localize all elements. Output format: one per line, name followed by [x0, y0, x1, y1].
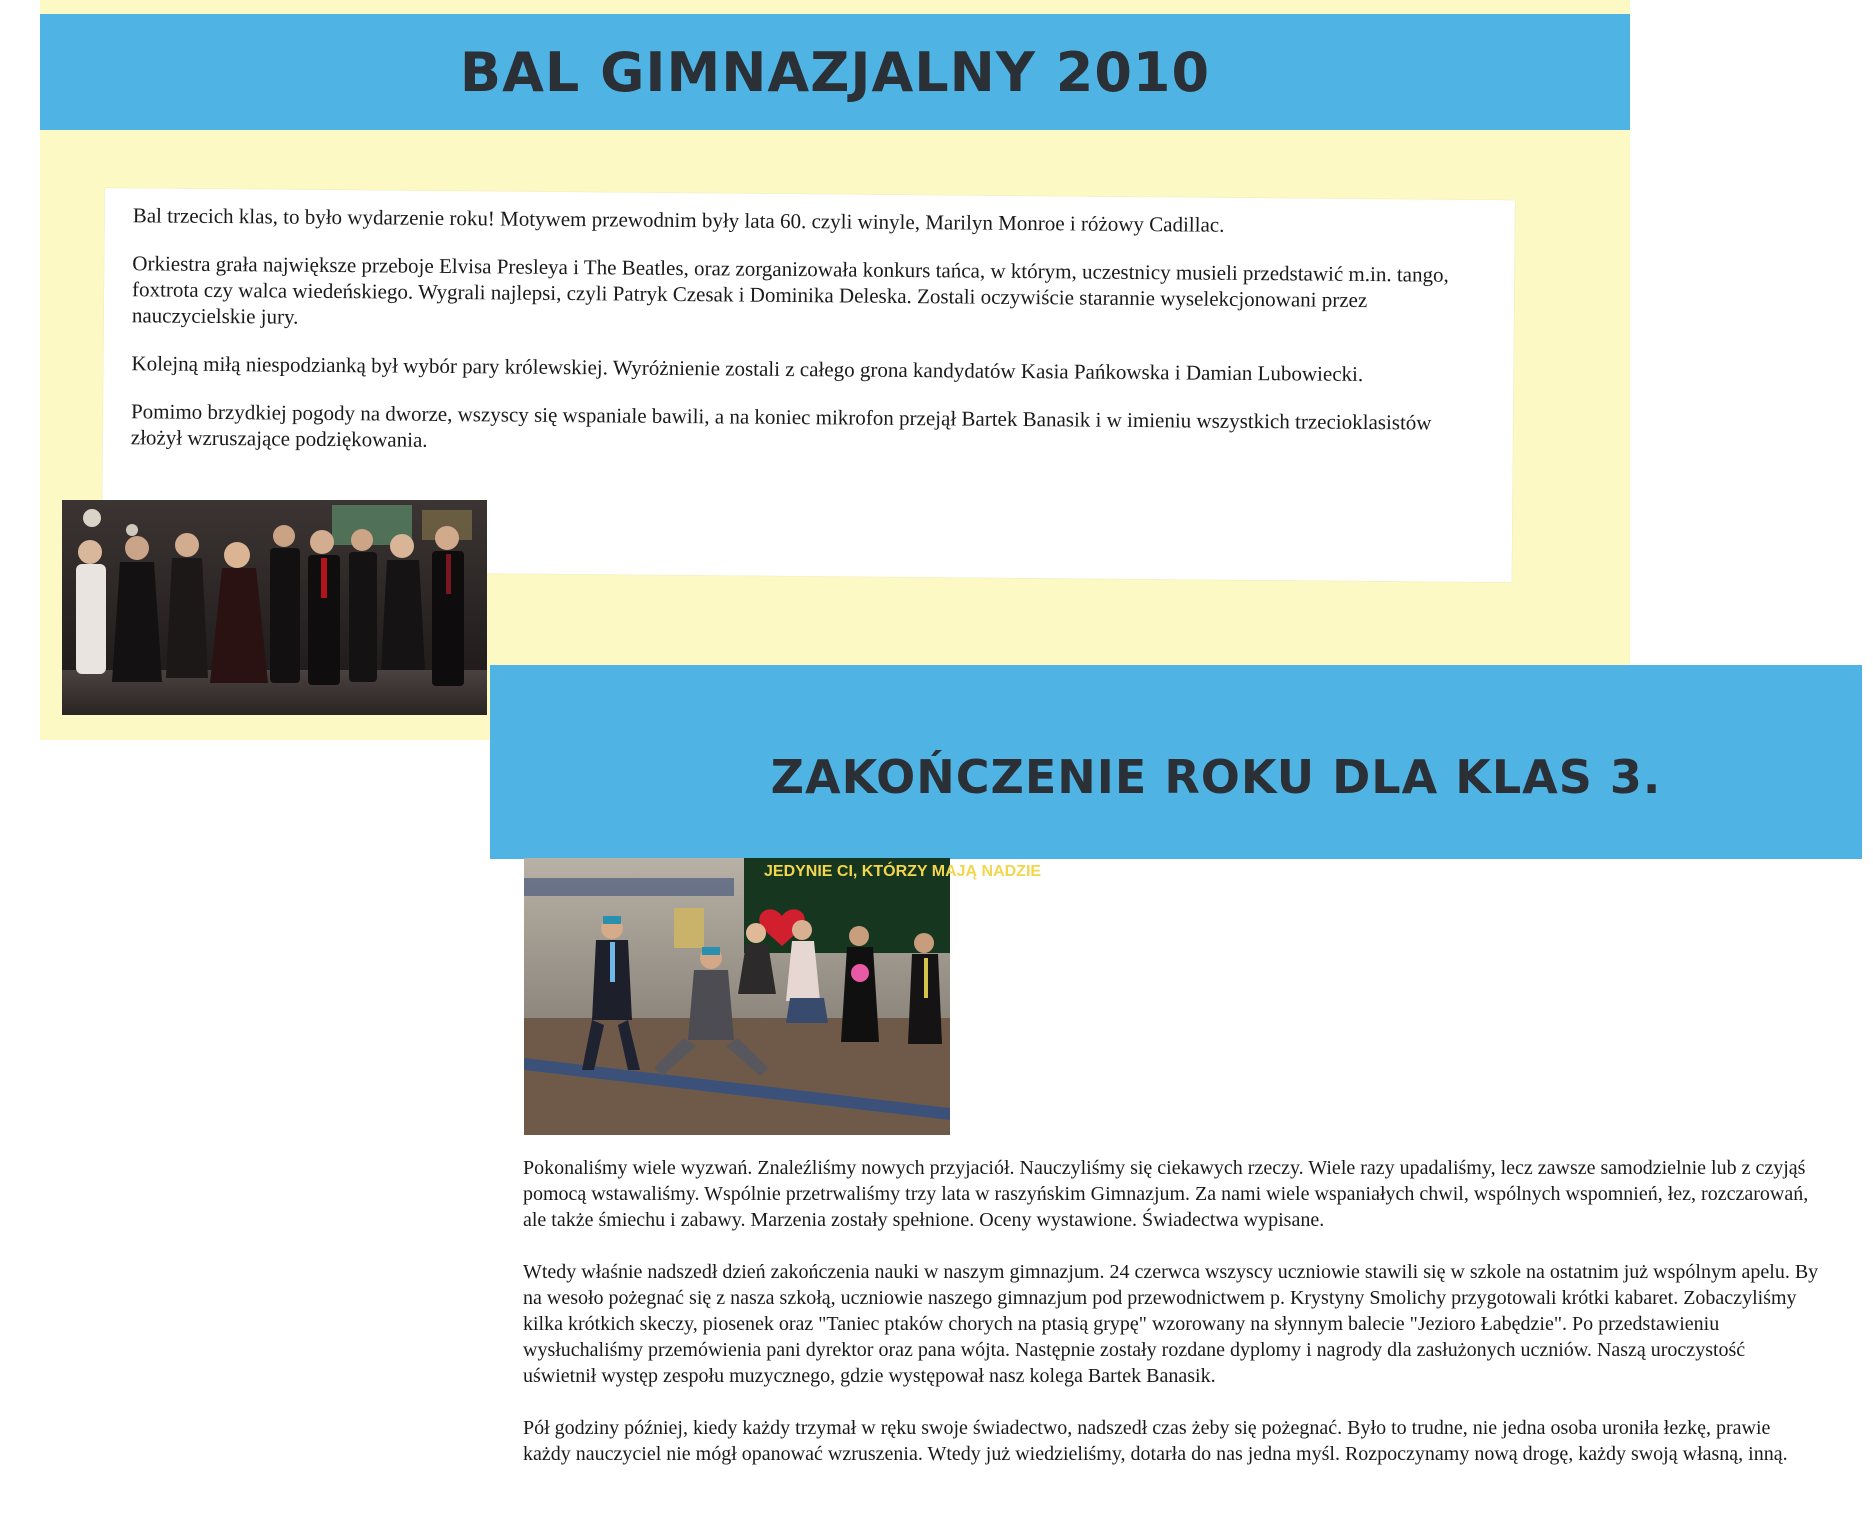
- article1-title-banner: [40, 14, 1630, 130]
- article1-paragraph: Pomimo brzydkiej pogody na dworze, wszyscy się wspaniale bawili, a na koniec mikrofon przejął Bartek Banasik i w imieniu wszystkich trzecioklasistów złożył wzruszające podziękowania.: [130, 399, 1432, 452]
- article1-title: BAL GIMNAZJALNY 2010: [459, 40, 1211, 104]
- article2-paragraph: Pół godziny później, kiedy każdy trzymał w ręku swoje świadectwo, nadszedł czas żeby się pożegnać. Było to trudne, nie jedna osoba uroniła łezkę, prawie każdy nauczyciel nie mógł opanować wzruszenia. Wtedy już wiedzieliśmy, dotarła do nas jedna myśl. Rozpoczynamy nową drogę, każdy swoją własną, inną.: [523, 1417, 1788, 1465]
- article2-title: ZAKOŃCZENIE ROKU DLA KLAS 3.: [770, 750, 1662, 804]
- article1-paragraph: Kolejną miłą niespodzianką był wybór pary królewskiej. Wyróżnienie zostali z całego grona kandydatów Kasia Pańkowska i Damian Lubowiecki.: [131, 351, 1364, 386]
- article1-body: [131, 202, 1473, 484]
- stage-banner-text: JEDYNIE CI, KTÓRZY MAJĄ NADZIE: [764, 863, 1042, 880]
- prom-dance-photo: [62, 500, 487, 715]
- article1-paragraph: Orkiestra grała największe przeboje Elvisa Presleya i The Beatles, oraz zorganizowała konkurs tańca, w którym, uczestnicy musieli przedstawić m.in. tango, foxtrota czy walca wiedeńskiego. Wygrali najlepsi, czyli Patryk Czesak i Dominika Deleska. Zostali oczywiście starannie wyselekcjonowani przez nauczycielskie jury.: [131, 251, 1449, 329]
- article2-body: [523, 1155, 1823, 1493]
- article2-title-banner: [490, 665, 1862, 859]
- article2-paragraph: Pokonaliśmy wiele wyzwań. Znaleźliśmy nowych przyjaciół. Nauczyliśmy się ciekawych rzeczy. Wiele razy upadaliśmy, lecz zawsze samodzielnie lub z czyjąś pomocą wstawaliśmy. Wspólnie przetrwaliśmy trzy lata w raszyńskim Gimnazjum. Za nami wiele wspaniałych chwil, wspólnych wspomnień, łez, rozczarowań, ale także śmiechu i zabawy. Marzenia zostały spełnione. Oceny wystawione. Świadectwa wypisane.: [523, 1157, 1809, 1231]
- article1-paragraph: Bal trzecich klas, to było wydarzenie roku! Motywem przewodnim były lata 60. czyli winyle, Marilyn Monroe i różowy Cadillac.: [132, 203, 1225, 237]
- year-end-ceremony-photo: [524, 858, 1042, 1135]
- article2-paragraph: Wtedy właśnie nadszedł dzień zakończenia nauki w naszym gimnazjum. 24 czerwca wszyscy uczniowie stawili się w szkole na ostatnim już wspólnym apelu. By na wesoło pożegnać się z nasza szkołą, uczniowie naszego gimnazjum pod przewodnictwem p. Krystyny Smolichy przygotowali krótki kabaret. Zobaczyliśmy kilka krótkich skeczy, piosenek oraz "Taniec ptaków chorych na ptasią grypę" wzorowany na słynnym balecie "Jezioro Łabędzie". Po przedstawieniu wysłuchaliśmy przemówienia pani dyrektor oraz pana wójta. Następnie zostały rozdane dyplomy i nagrody dla zasłużonych uczniów. Naszą uroczystość uświetnił występ zespołu muzycznego, gdzie występował nasz kolega Bartek Banasik.: [523, 1261, 1819, 1387]
